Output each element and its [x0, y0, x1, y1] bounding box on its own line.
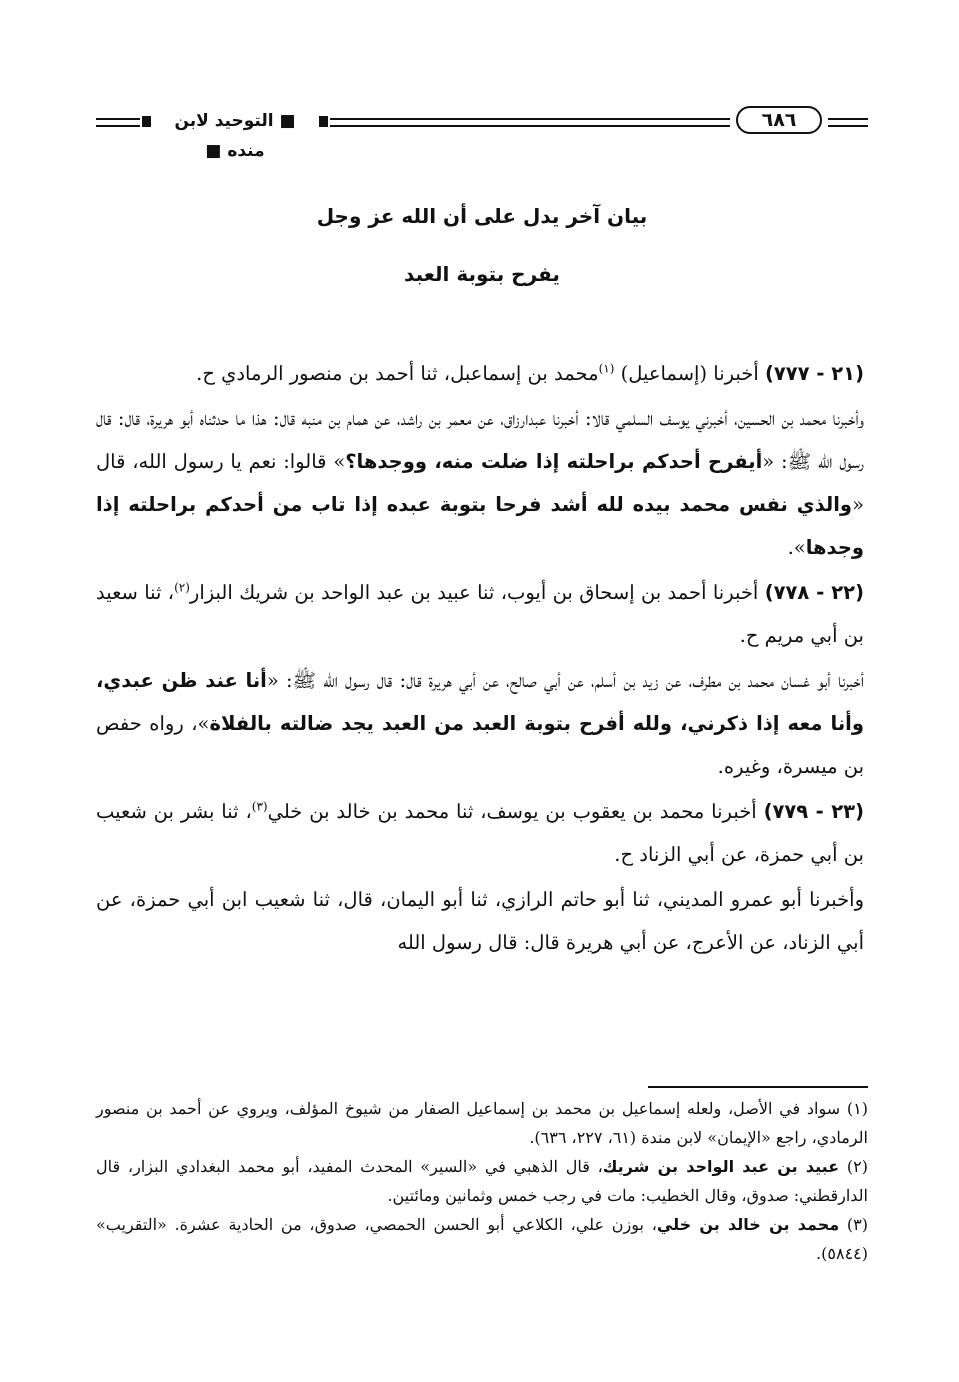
text-run: »، رواه حفص بن ميسرة، وغيره. — [96, 712, 864, 778]
page-number: ٦٨٦ — [736, 106, 822, 134]
text-run: محمد بن إسماعبل، ثنا أحمد بن منصور الرمادي ح. — [196, 362, 599, 385]
hadith-matn-bold: أنا عند ظن عبدي، وأنا معه إذا ذكرني، ولله أفرح بتوبة العبد من العبد يجد ضالته بالفلاة — [96, 669, 864, 735]
text-run: ». — [787, 536, 806, 559]
text-run: أخبرنا أبو غسان محمد بن مطرف، عن زيد بن أسلم، عن أبي صالح، عن أبي هريرة قال: قال رسول الله ﷺ: « — [266, 669, 864, 692]
hadith-isnad-paragraph — [96, 352, 864, 395]
main-text — [96, 352, 864, 966]
book-title: ■ التوحيد لابن منده ■ — [174, 111, 296, 161]
footnote-2 — [96, 1152, 868, 1210]
text-run: أخبرنا محمد بن يعقوب بن يوسف، ثنا محمد بن خالد بن خلي — [267, 800, 764, 823]
header-rule — [330, 125, 730, 127]
footnote-ref: (٣) — [251, 799, 268, 814]
footnote-text: (٢) — [839, 1157, 868, 1176]
hadith-text-paragraph — [96, 878, 864, 964]
chapter-heading-line-1: بيان آخر يدل على أن الله عز وجل — [316, 204, 648, 228]
hadith-isnad-paragraph — [96, 571, 864, 657]
footnote-text: (١) سواد في الأصل، ولعله إسماعيل بن محمد بن إسماعيل الصفار من شيوخ المؤلف، ويروي عن أحمد بن منصور الرمادي، راجع «الإيمان» لابن مندة (٦١، ٢٢٧، ٦٣٦). — [96, 1099, 868, 1147]
footnote-narrator-name: عبيد بن عبد الواحد بن شريك — [602, 1157, 840, 1176]
text-run: » قالوا: نعم يا رسول الله، قال « — [96, 450, 864, 516]
hadith-text-paragraph — [96, 659, 864, 788]
footnote-ref: (١) — [598, 361, 615, 376]
footnote-3 — [96, 1210, 868, 1268]
footnote-separator — [648, 1086, 868, 1088]
text-run: ، ثنا بشر بن شعيب بن أبي حمزة، عن أبي الزناد ح. — [96, 800, 864, 866]
text-run: أخبرنا (إسماعيل) — [614, 362, 765, 385]
running-header — [96, 104, 868, 161]
header-square-ornament — [142, 116, 151, 127]
hadith-isnad-paragraph — [96, 790, 864, 876]
text-run: وأخبرنا أبو عمرو المديني، ثنا أبو حاتم الرازي، ثنا أبو اليمان، قال، ثنا شعيب ابن أبي حمزة، عن أبي الزناد، عن الأعرج، عن أبي هريرة قال: قال رسول الله — [96, 888, 864, 954]
hadith-matn-bold: والذي نفس محمد بيده لله أشد فرحا بتوبة عبده إذا تاب من أحدكم براحلته إذا وجدها — [96, 493, 864, 559]
text-run: ، ثنا سعيد بن أبي مريم ح. — [96, 581, 864, 647]
footnote-text: ، قال الذهبي في «السير» المحدث المفيد، أبو محمد البغدادي البزار، قال الدارقطني: صدوق، وقال الخطيب: مات في رجب خمس وثمانين ومائتين. — [96, 1157, 868, 1205]
header-rule — [96, 125, 140, 127]
hadith-number: (٢٣ - ٧٧٩) — [763, 800, 864, 823]
footnote-ref: (٢) — [174, 580, 190, 595]
hadith-matn-bold: أيفرح أحدكم براحلته إذا ضلت منه، ووجدها؟ — [345, 450, 763, 473]
chapter-heading-line-2: يفرح بتوبة العبد — [404, 262, 560, 286]
header-rule — [96, 118, 140, 120]
footnote-narrator-name: محمد بن خالد بن خلي — [656, 1215, 840, 1234]
header-rule — [828, 118, 868, 120]
hadith-number: (٢١ - ٧٧٧) — [764, 362, 864, 385]
hadith-text-paragraph — [96, 397, 864, 569]
footnote-1 — [96, 1094, 868, 1152]
text-run: أخبرنا أحمد بن إسحاق بن أيوب، ثنا عبيد بن عبد الواحد بن شريك البزار — [189, 581, 765, 604]
footnote-text: ، بوزن علي، الكلاعي أبو الحسن الحمصي، صدوق، من الحادية عشرة. «التقريب» (٥٨٤٤). — [96, 1215, 868, 1263]
footnotes — [96, 1094, 868, 1268]
hadith-number: (٢٢ - ٧٧٨) — [764, 581, 865, 604]
chapter-heading — [96, 198, 868, 314]
text-run: وأخبرنا محمد بن الحسين، أخبرني يوسف السلمي قالا: أخبرنا عبدارزاق، عن معمر بن راشد، عن همام بن منبه قال: هذا ما حدثناه أبو هريرة، قال: قال رسول الله ﷺ: « — [96, 407, 864, 473]
header-square-ornament — [319, 116, 328, 127]
header-rule — [828, 125, 868, 127]
header-rule — [330, 118, 730, 120]
footnote-text: (٣) — [839, 1215, 869, 1234]
